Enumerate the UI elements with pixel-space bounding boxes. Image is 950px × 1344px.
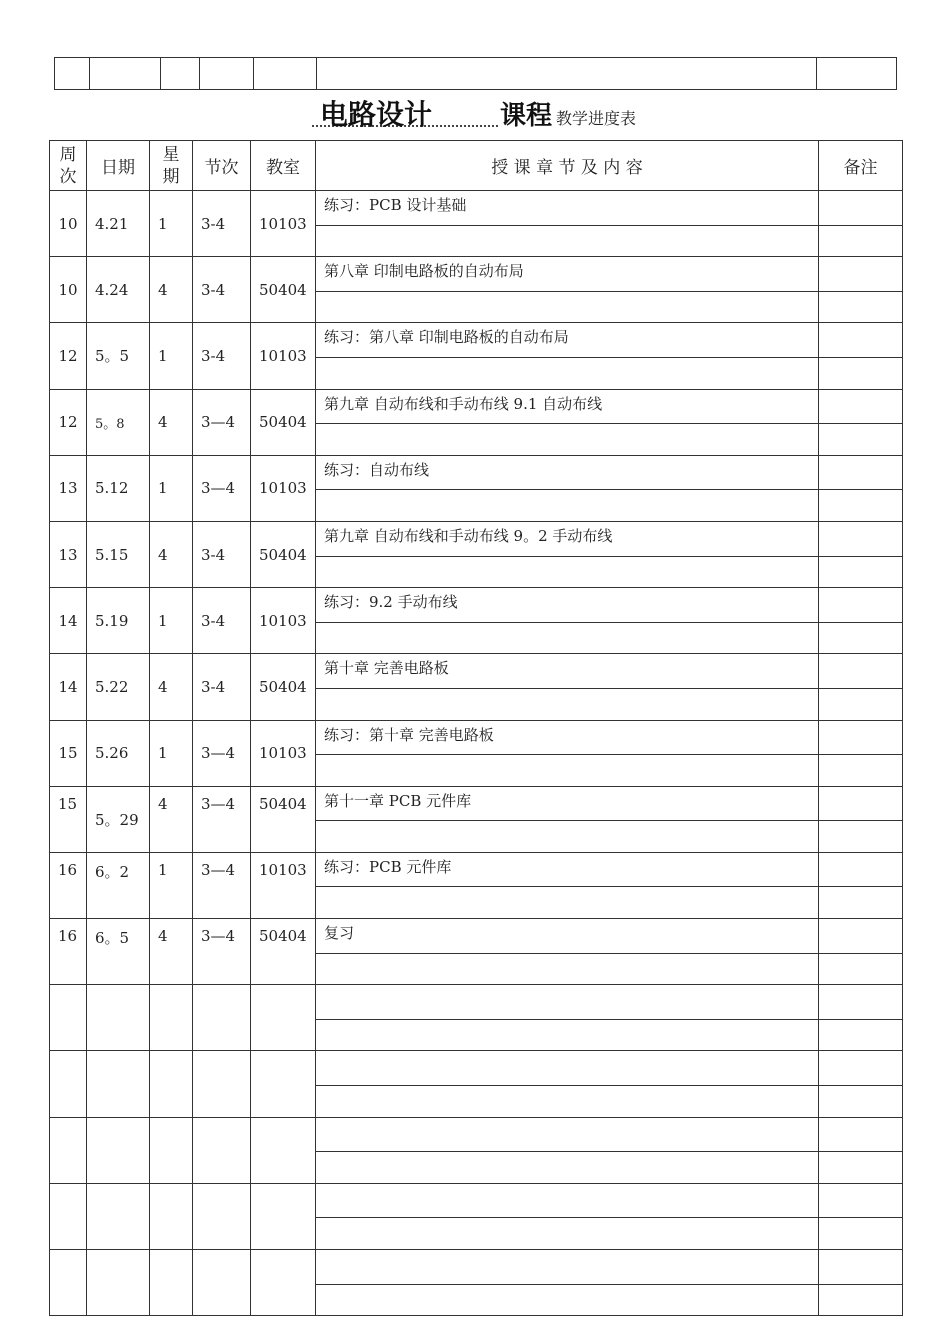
content-cell-empty bbox=[316, 821, 819, 853]
content-cell-empty bbox=[316, 1152, 819, 1184]
content-cell-empty bbox=[316, 622, 819, 654]
week-cell: 16 bbox=[50, 852, 87, 918]
notes-cell bbox=[819, 919, 903, 954]
period-cell bbox=[193, 1250, 251, 1316]
date-cell bbox=[87, 1250, 150, 1316]
table-row bbox=[50, 919, 903, 954]
date-cell: 5。29 bbox=[87, 786, 150, 852]
notes-cell bbox=[819, 1183, 903, 1218]
period-cell bbox=[193, 1051, 251, 1117]
week-cell: 14 bbox=[50, 588, 87, 654]
notes-cell bbox=[819, 1086, 903, 1118]
week-cell: 12 bbox=[50, 389, 87, 455]
content-cell bbox=[316, 1051, 819, 1086]
date-cell: 5.19 bbox=[87, 588, 150, 654]
date-cell: 5.26 bbox=[87, 720, 150, 786]
content-cell: 复习 bbox=[316, 919, 819, 954]
room-cell: 50404 bbox=[251, 521, 316, 587]
content-cell-empty bbox=[316, 1284, 819, 1316]
page-title bbox=[0, 97, 950, 137]
weekday-cell: 1 bbox=[150, 455, 193, 521]
content-cell-empty bbox=[316, 688, 819, 720]
period-cell: 3—4 bbox=[193, 455, 251, 521]
table-header-row bbox=[50, 141, 903, 191]
notes-cell bbox=[819, 654, 903, 689]
notes-cell bbox=[819, 1218, 903, 1250]
course-name: 电路设计 bbox=[312, 97, 498, 127]
content-cell: 第九章 自动布线和手动布线 9。2 手动布线 bbox=[316, 521, 819, 556]
content-cell: 第十章 完善电路板 bbox=[316, 654, 819, 689]
content-cell: 第十一章 PCB 元件库 bbox=[316, 786, 819, 821]
content-cell-empty bbox=[316, 490, 819, 522]
week-cell bbox=[50, 1183, 87, 1249]
notes-cell bbox=[819, 985, 903, 1020]
period-cell: 3—4 bbox=[193, 720, 251, 786]
weekday-cell: 4 bbox=[150, 919, 193, 985]
header-room: 教室 bbox=[251, 141, 316, 191]
week-cell: 12 bbox=[50, 323, 87, 389]
weekday-cell: 4 bbox=[150, 257, 193, 323]
period-cell: 3—4 bbox=[193, 786, 251, 852]
week-cell: 13 bbox=[50, 521, 87, 587]
room-cell: 50404 bbox=[251, 786, 316, 852]
table-row bbox=[50, 720, 903, 755]
weekday-cell bbox=[150, 1051, 193, 1117]
week-cell: 15 bbox=[50, 786, 87, 852]
date-cell bbox=[87, 985, 150, 1051]
notes-cell bbox=[819, 191, 903, 226]
table-row bbox=[50, 389, 903, 424]
room-cell: 50404 bbox=[251, 919, 316, 985]
weekday-cell bbox=[150, 1183, 193, 1249]
table-row bbox=[50, 455, 903, 490]
date-cell bbox=[87, 1183, 150, 1249]
notes-cell bbox=[819, 887, 903, 919]
notes-cell bbox=[819, 953, 903, 985]
notes-cell bbox=[819, 1019, 903, 1051]
header-notes: 备注 bbox=[819, 141, 903, 191]
weekday-cell: 4 bbox=[150, 521, 193, 587]
content-cell: 练习：自动布线 bbox=[316, 455, 819, 490]
table-row bbox=[50, 786, 903, 821]
strip-cell bbox=[817, 58, 897, 90]
notes-cell bbox=[819, 1152, 903, 1184]
date-cell: 5.22 bbox=[87, 654, 150, 720]
room-cell: 10103 bbox=[251, 720, 316, 786]
notes-cell bbox=[819, 291, 903, 323]
table-row bbox=[50, 1051, 903, 1086]
content-cell: 练习：PCB 设计基础 bbox=[316, 191, 819, 226]
content-cell-empty bbox=[316, 424, 819, 456]
content-cell-empty bbox=[316, 291, 819, 323]
strip-cell bbox=[90, 58, 161, 90]
header-date: 日期 bbox=[87, 141, 150, 191]
content-cell-empty bbox=[316, 1218, 819, 1250]
weekday-cell: 1 bbox=[150, 323, 193, 389]
content-cell-empty bbox=[316, 755, 819, 787]
strip-cell bbox=[55, 58, 90, 90]
table-row bbox=[50, 985, 903, 1020]
notes-cell bbox=[819, 490, 903, 522]
notes-cell bbox=[819, 1117, 903, 1152]
strip-cell bbox=[161, 58, 200, 90]
room-cell: 10103 bbox=[251, 455, 316, 521]
room-cell: 10103 bbox=[251, 191, 316, 257]
date-cell bbox=[87, 1117, 150, 1183]
week-cell: 16 bbox=[50, 919, 87, 985]
room-cell bbox=[251, 1051, 316, 1117]
period-cell: 3—4 bbox=[193, 389, 251, 455]
room-cell: 50404 bbox=[251, 257, 316, 323]
date-cell: 5。8 bbox=[87, 389, 150, 455]
week-cell: 10 bbox=[50, 257, 87, 323]
notes-cell bbox=[819, 755, 903, 787]
notes-cell bbox=[819, 852, 903, 887]
period-cell bbox=[193, 1117, 251, 1183]
header-weekday: 星 期 bbox=[150, 141, 193, 191]
notes-cell bbox=[819, 1284, 903, 1316]
date-cell: 6。5 bbox=[87, 919, 150, 985]
table-row bbox=[50, 1183, 903, 1218]
content-cell: 练习：9.2 手动布线 bbox=[316, 588, 819, 623]
period-cell bbox=[193, 985, 251, 1051]
table-row bbox=[50, 191, 903, 226]
notes-cell bbox=[819, 424, 903, 456]
room-cell: 10103 bbox=[251, 323, 316, 389]
table-row bbox=[50, 654, 903, 689]
notes-cell bbox=[819, 622, 903, 654]
week-cell: 13 bbox=[50, 455, 87, 521]
notes-cell bbox=[819, 556, 903, 588]
weekday-cell: 4 bbox=[150, 654, 193, 720]
period-cell: 3-4 bbox=[193, 521, 251, 587]
content-cell: 第八章 印制电路板的自动布局 bbox=[316, 257, 819, 292]
room-cell bbox=[251, 1250, 316, 1316]
week-cell bbox=[50, 985, 87, 1051]
content-cell-empty bbox=[316, 1019, 819, 1051]
header-period: 节次 bbox=[193, 141, 251, 191]
period-cell: 3—4 bbox=[193, 852, 251, 918]
room-cell: 50404 bbox=[251, 654, 316, 720]
notes-cell bbox=[819, 786, 903, 821]
title-schedule-word: 教学进度表 bbox=[556, 109, 637, 128]
week-cell bbox=[50, 1051, 87, 1117]
date-cell: 6。2 bbox=[87, 852, 150, 918]
header-strip-table bbox=[54, 57, 897, 90]
header-week: 周 次 bbox=[50, 141, 87, 191]
notes-cell bbox=[819, 521, 903, 556]
notes-cell bbox=[819, 821, 903, 853]
strip-cell bbox=[200, 58, 254, 90]
date-cell bbox=[87, 1051, 150, 1117]
content-cell-empty bbox=[316, 357, 819, 389]
table-row bbox=[50, 588, 903, 623]
title-course-word: 课程 bbox=[500, 101, 553, 131]
content-cell: 第九章 自动布线和手动布线 9.1 自动布线 bbox=[316, 389, 819, 424]
content-cell-empty bbox=[316, 887, 819, 919]
notes-cell bbox=[819, 389, 903, 424]
period-cell: 3—4 bbox=[193, 919, 251, 985]
weekday-cell: 1 bbox=[150, 191, 193, 257]
strip-cell bbox=[254, 58, 317, 90]
notes-cell bbox=[819, 357, 903, 389]
notes-cell bbox=[819, 257, 903, 292]
notes-cell bbox=[819, 1250, 903, 1285]
week-cell bbox=[50, 1250, 87, 1316]
content-cell: 练习：第十章 完善电路板 bbox=[316, 720, 819, 755]
notes-cell bbox=[819, 225, 903, 257]
weekday-cell bbox=[150, 985, 193, 1051]
weekday-cell: 1 bbox=[150, 852, 193, 918]
date-cell: 4.21 bbox=[87, 191, 150, 257]
content-cell: 练习：PCB 元件库 bbox=[316, 852, 819, 887]
date-cell: 4.24 bbox=[87, 257, 150, 323]
room-cell: 10103 bbox=[251, 852, 316, 918]
period-cell: 3-4 bbox=[193, 257, 251, 323]
date-cell: 5.12 bbox=[87, 455, 150, 521]
notes-cell bbox=[819, 588, 903, 623]
period-cell: 3-4 bbox=[193, 191, 251, 257]
room-cell bbox=[251, 1183, 316, 1249]
table-row bbox=[50, 1117, 903, 1152]
table-row bbox=[50, 852, 903, 887]
room-cell bbox=[251, 1117, 316, 1183]
week-cell: 14 bbox=[50, 654, 87, 720]
content-cell: 练习：第八章 印制电路板的自动布局 bbox=[316, 323, 819, 358]
content-cell bbox=[316, 1183, 819, 1218]
period-cell bbox=[193, 1183, 251, 1249]
notes-cell bbox=[819, 688, 903, 720]
content-cell-empty bbox=[316, 225, 819, 257]
schedule-table bbox=[49, 140, 903, 1316]
period-cell: 3-4 bbox=[193, 654, 251, 720]
weekday-cell: 1 bbox=[150, 720, 193, 786]
table-row bbox=[50, 1250, 903, 1285]
week-cell: 10 bbox=[50, 191, 87, 257]
date-cell: 5.15 bbox=[87, 521, 150, 587]
weekday-cell: 4 bbox=[150, 786, 193, 852]
content-cell-empty bbox=[316, 953, 819, 985]
week-cell: 15 bbox=[50, 720, 87, 786]
date-cell: 5。5 bbox=[87, 323, 150, 389]
room-cell: 10103 bbox=[251, 588, 316, 654]
table-row bbox=[50, 257, 903, 292]
weekday-cell: 1 bbox=[150, 588, 193, 654]
notes-cell bbox=[819, 323, 903, 358]
table-row bbox=[50, 521, 903, 556]
table-row bbox=[50, 323, 903, 358]
notes-cell bbox=[819, 720, 903, 755]
header-content: 授 课 章 节 及 内 容 bbox=[316, 141, 819, 191]
content-cell bbox=[316, 1117, 819, 1152]
period-cell: 3-4 bbox=[193, 323, 251, 389]
content-cell bbox=[316, 1250, 819, 1285]
strip-cell bbox=[317, 58, 817, 90]
room-cell: 50404 bbox=[251, 389, 316, 455]
week-cell bbox=[50, 1117, 87, 1183]
weekday-cell bbox=[150, 1117, 193, 1183]
period-cell: 3-4 bbox=[193, 588, 251, 654]
notes-cell bbox=[819, 455, 903, 490]
content-cell-empty bbox=[316, 556, 819, 588]
content-cell-empty bbox=[316, 1086, 819, 1118]
room-cell bbox=[251, 985, 316, 1051]
content-cell bbox=[316, 985, 819, 1020]
weekday-cell: 4 bbox=[150, 389, 193, 455]
weekday-cell bbox=[150, 1250, 193, 1316]
notes-cell bbox=[819, 1051, 903, 1086]
